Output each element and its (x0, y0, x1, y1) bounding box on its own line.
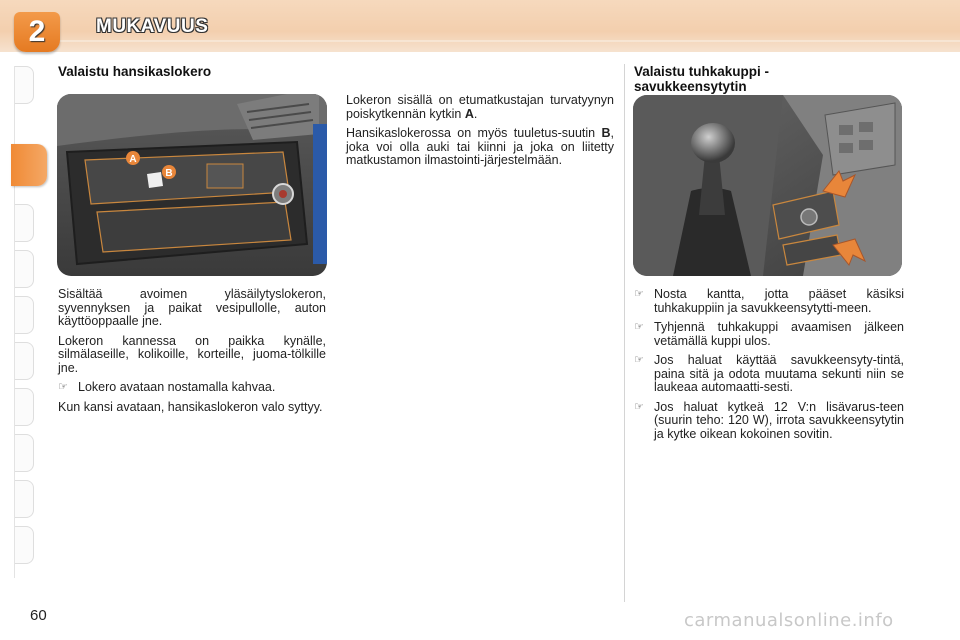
pointing-hand-icon: ☞ (634, 400, 644, 413)
glovebox-para-1: Sisältää avoimen yläsäilytyslokeron, syvennyksen ja paikat vesipullolle, auton käyttöoppaalle jne. (58, 287, 326, 328)
middle-para-1-end: . (473, 106, 478, 121)
glovebox-heading: Valaistu hansikaslokero (58, 64, 212, 79)
glovebox-para-2: Lokeron kannessa on paikka kynälle, silmälaseille, kolikoille, korteille, juoma-tölkille jne. (58, 333, 326, 375)
chapter-tab-1[interactable] (15, 66, 34, 104)
photo-label-a: A (129, 154, 137, 165)
middle-para-2 (346, 127, 614, 168)
glovebox-bullet-text: Lokero avataan nostamalla kahvaa. (78, 380, 276, 394)
column-divider (624, 64, 625, 602)
glovebox-photo (57, 94, 327, 276)
chapter-tab-3[interactable] (15, 204, 34, 242)
pointing-hand-icon: ☞ (58, 381, 68, 393)
chapter-tab-7[interactable] (15, 388, 34, 426)
ashtray-photo (633, 95, 902, 276)
chapter-tab-rail (14, 66, 33, 578)
ashtray-bullet-1 (634, 288, 904, 315)
site-watermark: carmanualsonline.info (684, 610, 894, 631)
glovebox-closing: Kun kansi avataan, hansikaslokeron valo syttyy. (58, 399, 323, 414)
chapter-tab-4[interactable] (15, 250, 34, 288)
middle-para-2-end: , joka voi olla auki tai kiinni ja joka on liitetty matkustamon ilmastointi-järjestelmään. (346, 126, 614, 167)
chapter-tab-2-active[interactable] (11, 144, 47, 186)
ashtray-bullet-3-text: Jos haluat käyttää savukkeensyty-tintä, paina sitä ja odota muutama sekunti niin se laukeaa automaatti-sesti. (654, 353, 904, 394)
ashtray-heading-line-2: savukkeensytytin (634, 79, 747, 94)
ashtray-bullet-4 (634, 401, 904, 442)
ashtray-bullet-4-text: Jos haluat kytkeä 12 V:n lisävarus-teen (suurin teho: 120 W), irrota savukkeensytytin ja kytke oikean kokoinen sovitin. (654, 399, 904, 441)
middle-para-1-text: Lokeron sisällä on etumatkustajan turvatyynyn poiskytkennän kytkin (346, 93, 614, 121)
glovebox-bullet (58, 381, 326, 395)
chapter-number-badge: 2 (14, 12, 60, 52)
header-rule (60, 40, 960, 42)
ashtray-heading-line-1: Valaistu tuhkakuppi - (634, 64, 770, 79)
glovebox-illustration (57, 94, 327, 276)
ashtray-illustration (633, 95, 902, 276)
ashtray-bullet-2 (634, 321, 904, 348)
middle-para-2-start: Hansikaslokerossa on myös tuuletus-suutin (346, 126, 602, 140)
chapter-tab-8[interactable] (15, 434, 34, 472)
photo-label-b: B (165, 168, 173, 179)
pointing-hand-icon: ☞ (634, 354, 644, 366)
middle-para-1 (346, 94, 614, 121)
chapter-tab-10[interactable] (15, 526, 34, 564)
chapter-tab-6[interactable] (15, 342, 34, 380)
ashtray-description (634, 288, 904, 447)
pointing-hand-icon: ☞ (634, 288, 644, 300)
glovebox-description (58, 288, 326, 420)
page-number: 60 (30, 607, 47, 624)
switch-letter-a: A (464, 106, 474, 121)
chapter-tab-5[interactable] (15, 296, 34, 334)
ashtray-bullet-2-text: Tyhjennä tuhkakuppi avaamisen jälkeen vetämällä kuppi ulos. (654, 320, 904, 348)
pointing-hand-icon: ☞ (634, 321, 644, 333)
middle-description (346, 94, 614, 174)
ashtray-heading (634, 64, 914, 94)
ashtray-bullet-3 (634, 354, 904, 395)
ashtray-bullet-1-text: Nosta kantta, jotta pääset käsiksi tuhkakuppiin ja savukkeensytytti-meen. (654, 287, 904, 315)
chapter-title: MUKAVUUS (96, 16, 209, 37)
chapter-tab-9[interactable] (15, 480, 34, 518)
vent-letter-b: B (601, 126, 611, 140)
